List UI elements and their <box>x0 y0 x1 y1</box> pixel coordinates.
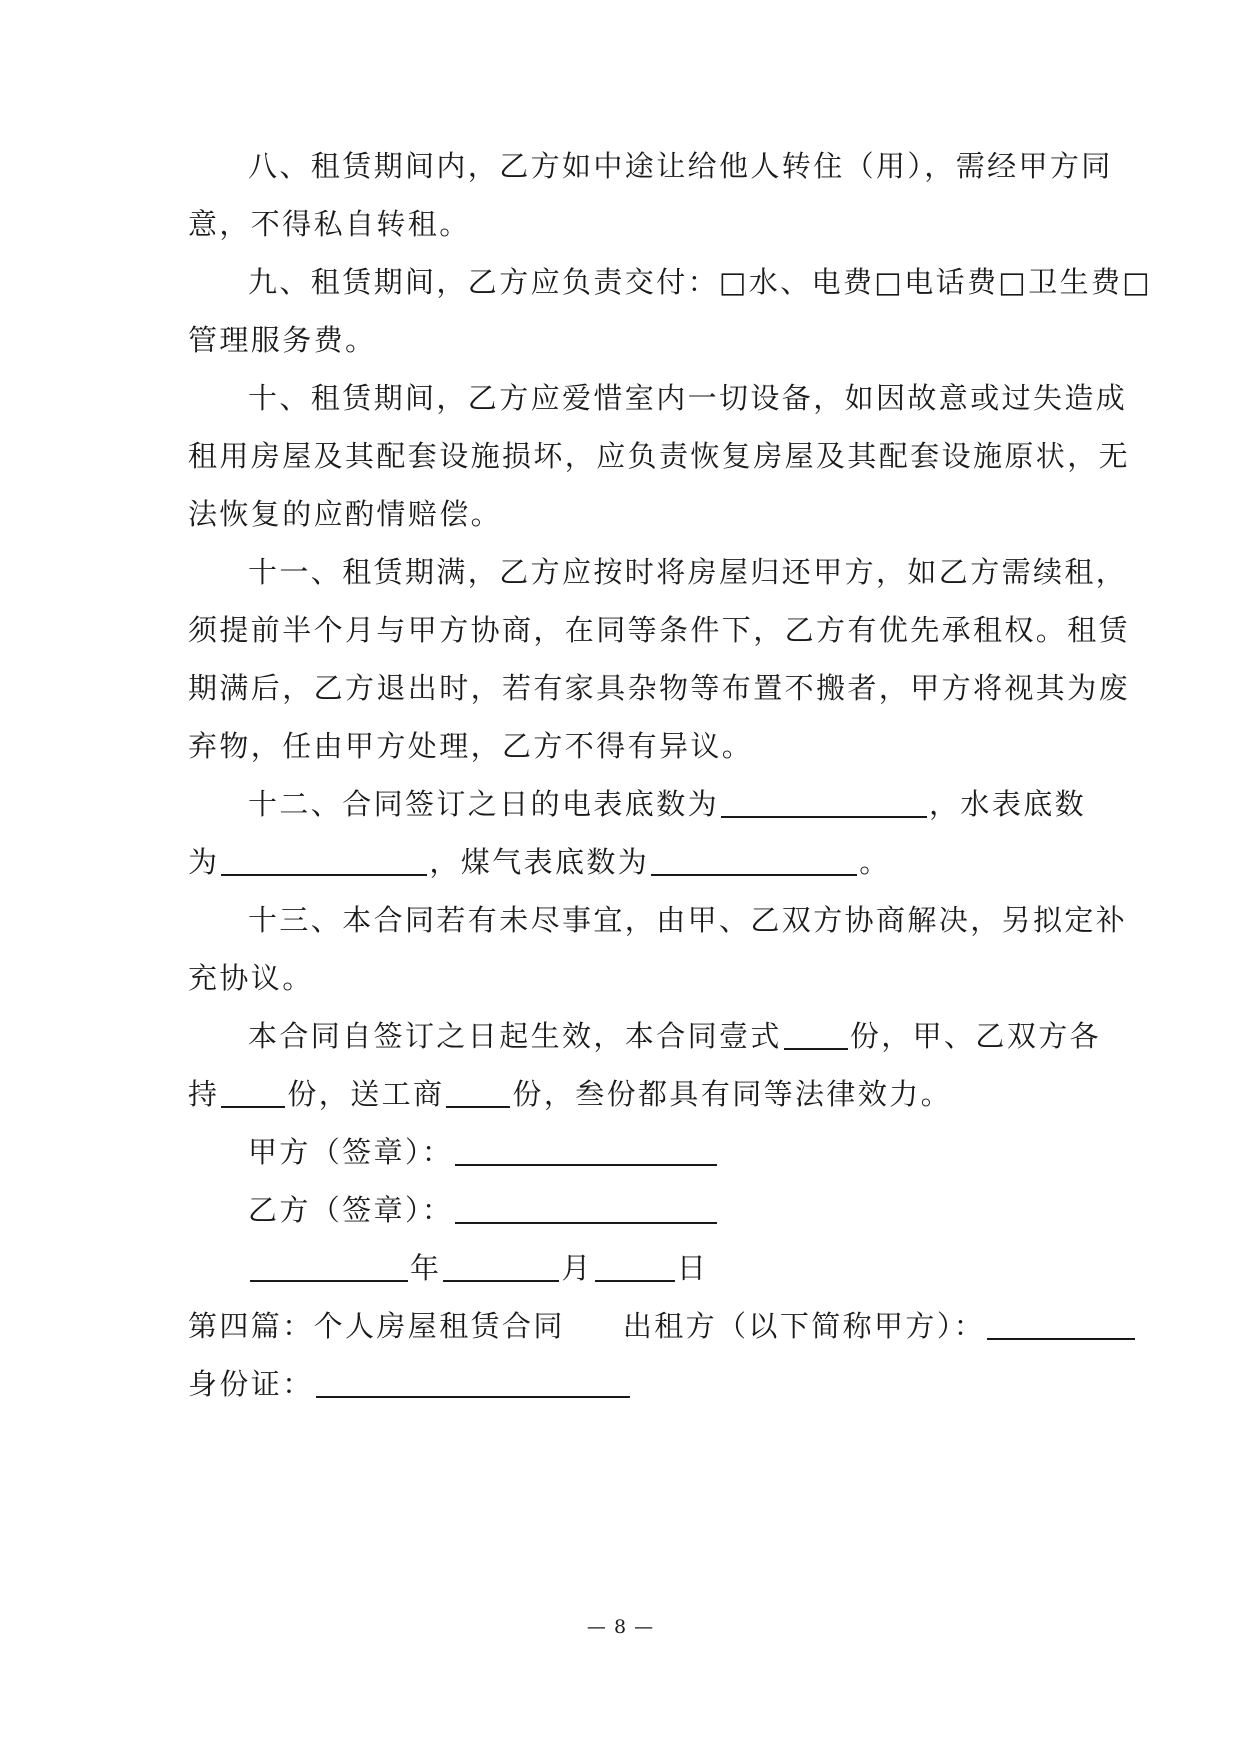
clause-10-line-2: 租用房屋及其配套设施损坏，应负责恢复房屋及其配套设施原状，无 <box>188 439 1131 473</box>
water-meter-blank[interactable] <box>221 846 427 876</box>
month-label: 月 <box>561 1251 593 1285</box>
section-four-heading-line <box>188 1306 1137 1346</box>
party-a-signature-blank[interactable] <box>455 1136 717 1166</box>
effect-text-e: 份，叁份都具有同等法律效力。 <box>512 1077 953 1111</box>
clause-11-line-4: 弃物，任由甲方处理，乙方不得有异议。 <box>188 729 754 763</box>
clause-11-line-2: 须提前半个月与甲方协商，在同等条件下，乙方有优先承租权。租赁 <box>188 613 1131 647</box>
clause-9-line-2: 管理服务费。 <box>188 323 377 357</box>
month-blank[interactable] <box>443 1252 559 1282</box>
year-label: 年 <box>410 1251 442 1285</box>
party-a-signature-line <box>248 1132 719 1172</box>
clause-12-text-d: ，煤气表底数为 <box>429 845 650 879</box>
effect-text-d: 份，送工商 <box>287 1077 445 1111</box>
page-number: — 8 — <box>586 1616 655 1638</box>
clause-12-line-2 <box>188 842 891 882</box>
id-card-label: 身份证： <box>188 1367 314 1401</box>
date-line <box>248 1248 708 1288</box>
clause-12-text-e: 。 <box>859 845 891 879</box>
clause-9-line-1: 九、租赁期间，乙方应负责交付：□水、电费□电话费□卫生费□ <box>248 265 1153 299</box>
gas-meter-blank[interactable] <box>651 846 857 876</box>
copies-each-party-blank[interactable] <box>221 1078 285 1108</box>
clause-11-line-1: 十一、租赁期满，乙方应按时将房屋归还甲方，如乙方需续租， <box>248 555 1128 589</box>
electricity-meter-blank[interactable] <box>721 788 927 818</box>
clause-10-line-3: 法恢复的应酌情赔偿。 <box>188 497 503 531</box>
party-b-signature-blank[interactable] <box>455 1194 717 1224</box>
copies-total-blank[interactable] <box>784 1020 848 1050</box>
party-b-label: 乙方（签章）： <box>248 1193 454 1227</box>
day-blank[interactable] <box>595 1252 675 1282</box>
clause-8-line-2: 意，不得私自转租。 <box>188 207 471 241</box>
effect-line-2 <box>188 1074 952 1114</box>
clause-10-line-1: 十、租赁期间，乙方应爱惜室内一切设备，如因故意或过失造成 <box>248 381 1128 415</box>
effect-text-c: 持 <box>188 1077 220 1111</box>
effect-text-b: 份，甲、乙双方各 <box>849 1019 1102 1053</box>
clause-13-line-2: 充协议。 <box>188 961 314 995</box>
lessor-label: 出租方（以下简称甲方）： <box>622 1309 986 1343</box>
clause-11-line-3: 期满后，乙方退出时，若有家具杂物等布置不搬者，甲方将视其为废 <box>188 671 1131 705</box>
section-four-title: 第四篇：个人房屋租赁合同 <box>188 1309 565 1343</box>
copies-commerce-blank[interactable] <box>446 1078 510 1108</box>
clause-12-line-1 <box>248 784 1086 824</box>
clause-12-text-a: 十二、合同签订之日的电表底数为 <box>248 787 720 821</box>
effect-text-a: 本合同自签订之日起生效，本合同壹式 <box>248 1019 782 1053</box>
clause-12-text-b: ，水表底数 <box>929 787 1087 821</box>
clause-12-text-c: 为 <box>188 845 220 879</box>
year-blank[interactable] <box>250 1252 408 1282</box>
party-b-signature-line <box>248 1190 719 1230</box>
id-card-blank[interactable] <box>316 1368 630 1398</box>
lessor-blank[interactable] <box>987 1310 1135 1340</box>
id-card-line <box>188 1364 632 1404</box>
clause-13-line-1: 十三、本合同若有未尽事宜，由甲、乙双方协商解决，另拟定补 <box>248 903 1128 937</box>
day-label: 日 <box>676 1251 709 1285</box>
clause-8-line-1: 八、租赁期间内，乙方如中途让给他人转住（用），需经甲方同 <box>248 149 1113 183</box>
party-a-label: 甲方（签章）： <box>248 1135 454 1169</box>
effect-line-1 <box>248 1016 1101 1056</box>
